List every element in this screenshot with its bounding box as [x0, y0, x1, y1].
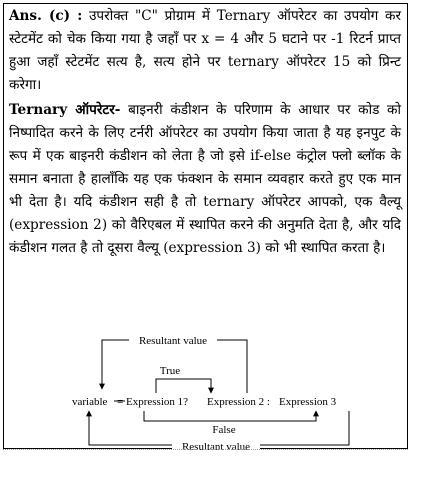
true-branch-arrow	[156, 379, 211, 393]
explanation-text: बाइनरी कंडीशन के परिणाम के आधार पर कोड को निष्पादित करने के लिए टर्नरी ऑपरेटर का उपयोग किया जाता है यह इनपुट के रूप में एक बाइनरी कंडीशन को लेता है जो इसे if-else कंट्रोल फ्लो ब्लॉक के समान बनाता है हालाँकि यह एक फंक्शन के समान व्यवहार करते हुए एक मान भी देता है। यदि कंडीशन सही है तो ternary ऑपरेटर आपको, एक वैल्यू (expression 2) को वैरिएबल में स्थापित करने की अनुमति देता है, और यदि कंडीशन गलत है तो दूसरा वैल्यू (expression 3) को भी स्थापित करता है।	[9, 102, 401, 256]
explanation-paragraph	[9, 99, 401, 260]
variable-label: variable	[72, 396, 108, 408]
answer-box	[3, 3, 408, 453]
expression-3-label: Expression 3	[279, 396, 337, 408]
bottom-divider	[3, 449, 408, 450]
ternary-operator-diagram	[4, 329, 409, 454]
answer-paragraph	[9, 5, 401, 97]
false-label: False	[212, 424, 236, 436]
true-label: True	[159, 365, 181, 377]
answer-text: उपरोक्त "C" प्रोग्राम में Ternary ऑपरेटर का उपयोग कर स्टेटमेंट को चेक किया गया है जहाँ पर x = 4 और 5 घटाने पर -1 रिटर्न प्राप्त हुआ जहाँ स्टेटमेंट सत्य है, सत्य होने पर ternary ऑपरेटर 15 को प्रिन्ट करेगा।	[9, 8, 402, 93]
top-resultant-label: Resultant value	[138, 335, 208, 347]
answer-label: Ans. (c) :	[9, 8, 83, 24]
equals-sign: =	[117, 396, 124, 408]
false-branch-arrow	[144, 411, 316, 421]
explanation-term: Ternary ऑपरेटर-	[9, 102, 121, 118]
expression-2-label: Expression 2 :	[207, 396, 270, 408]
expression-1-label: Expression 1?	[126, 396, 189, 408]
bottom-resultant-label: Resultant value	[181, 441, 251, 453]
